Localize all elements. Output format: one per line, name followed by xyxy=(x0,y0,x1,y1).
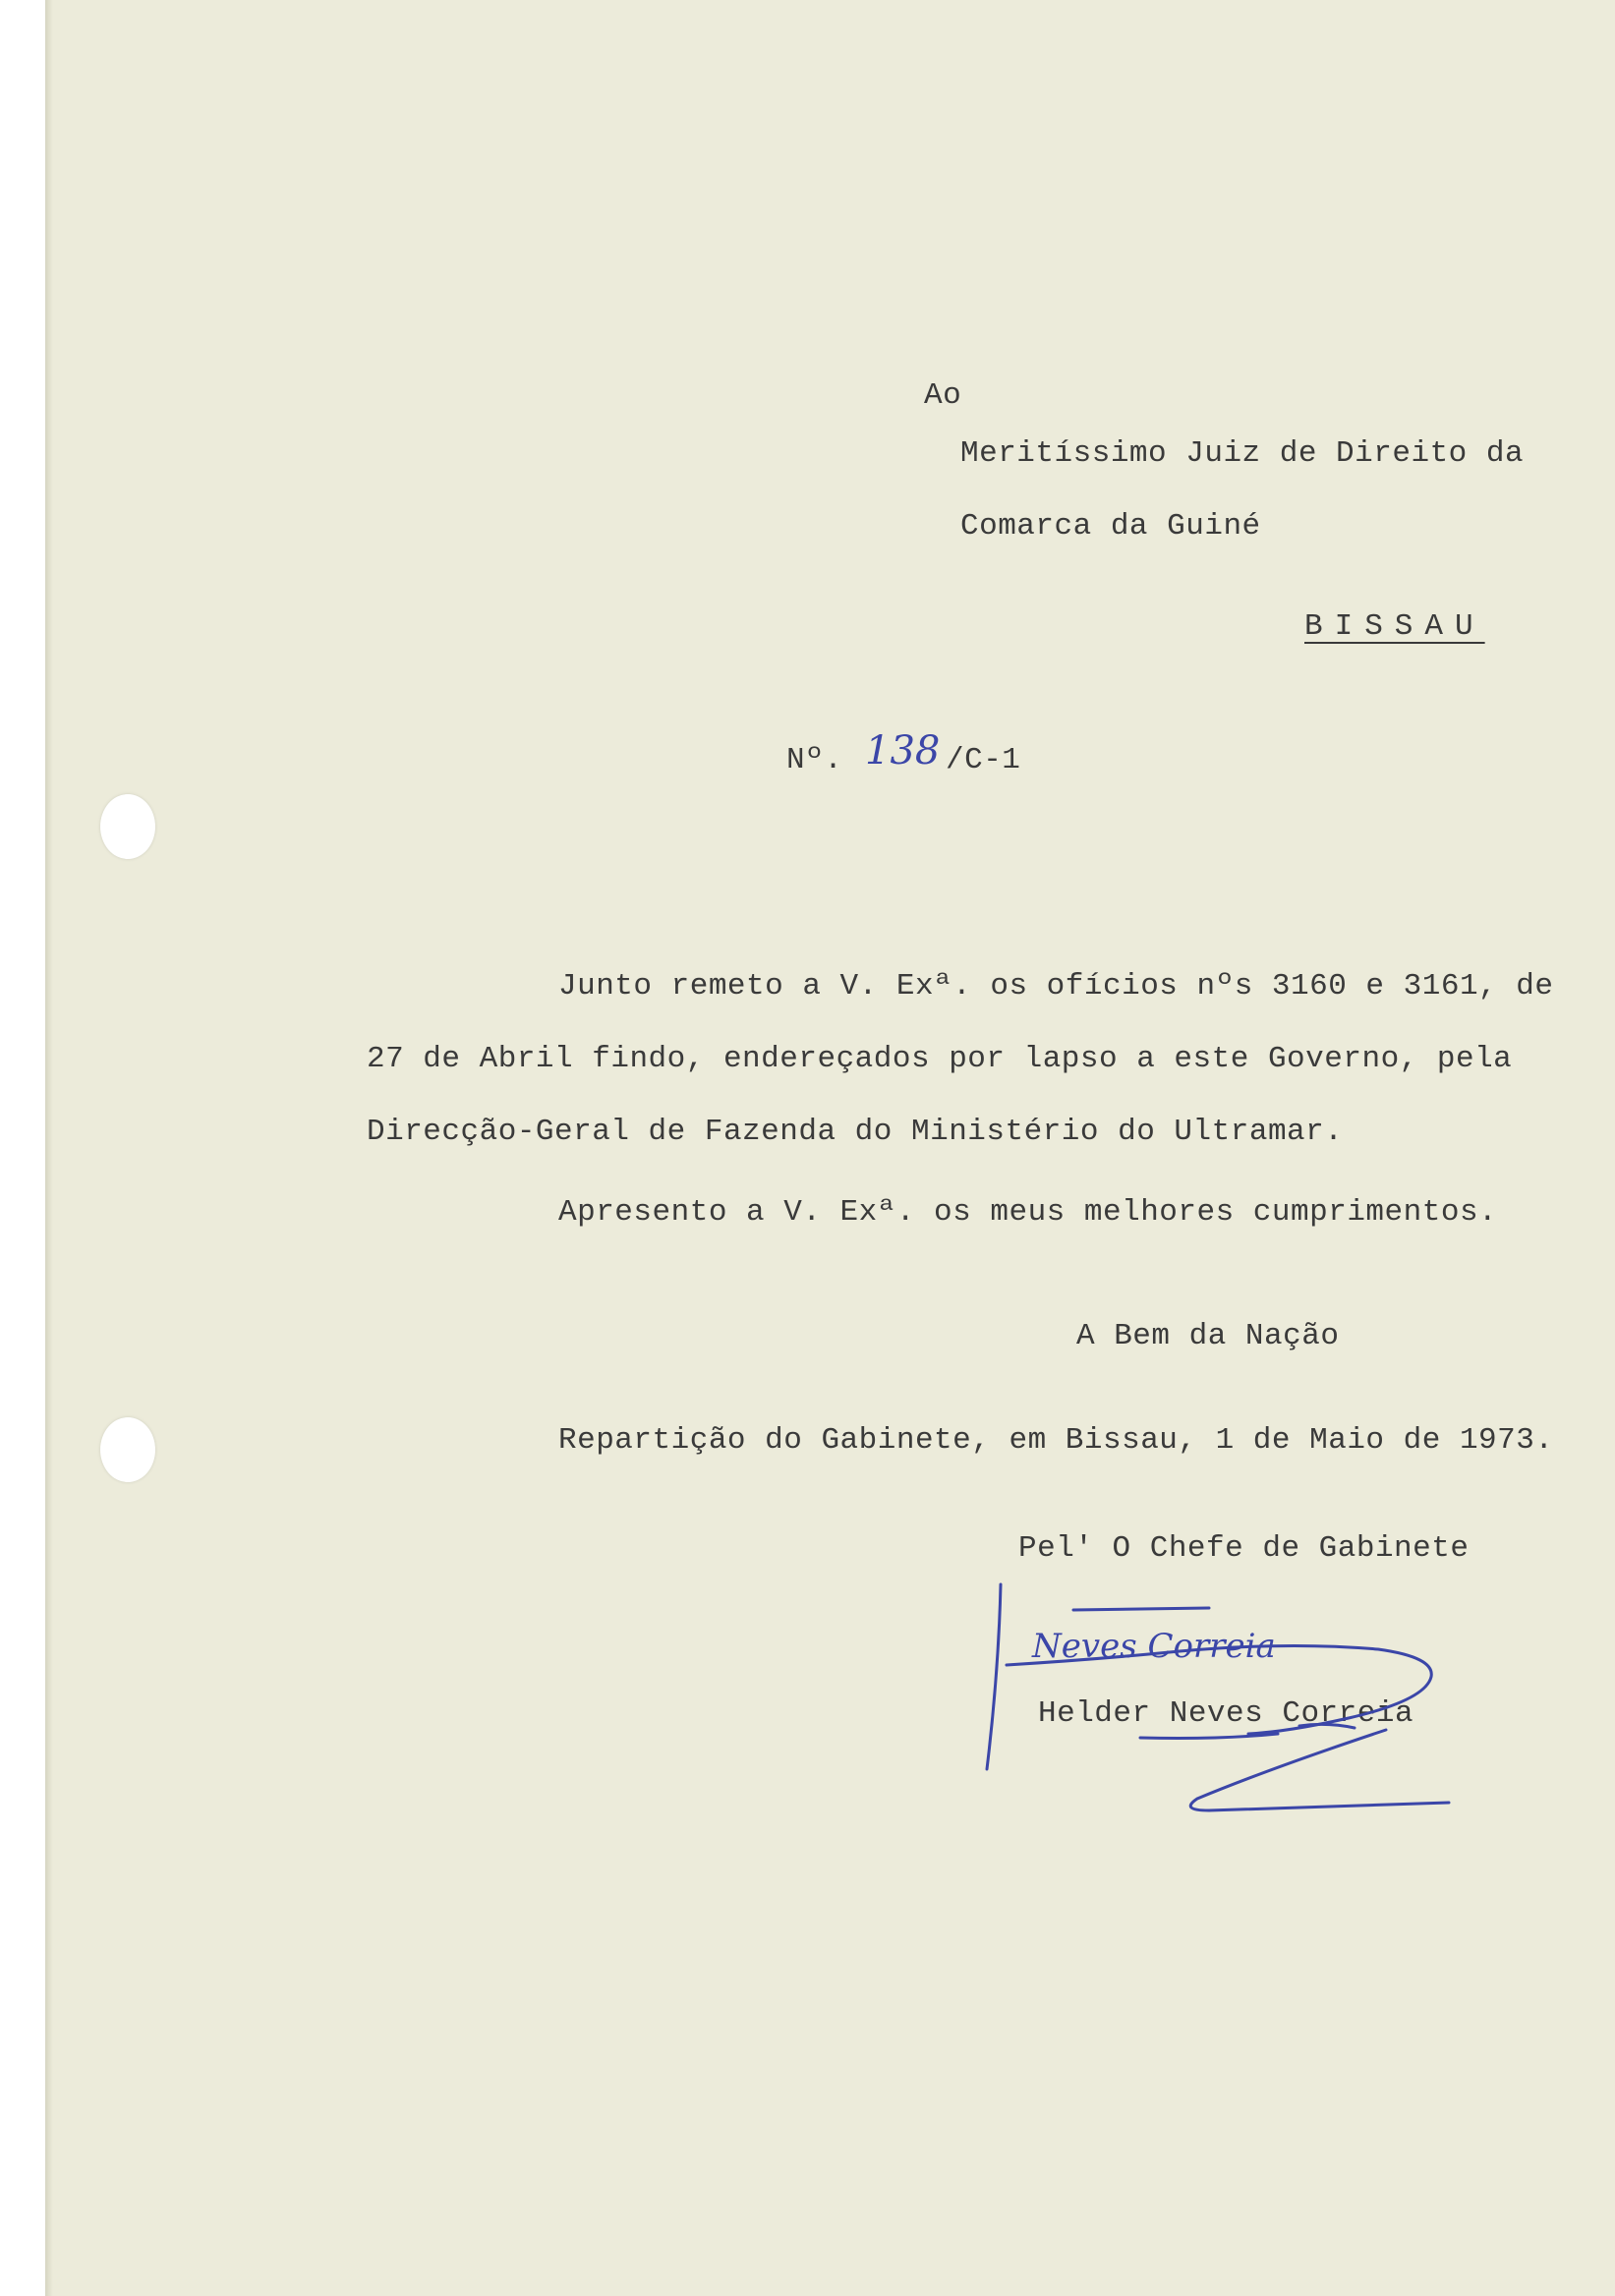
signature-script: Neves Correia xyxy=(1032,1627,1276,1666)
reference-prefix: Nº. xyxy=(786,743,843,777)
punch-hole-bottom xyxy=(100,1417,155,1482)
signatory-name: Helder Neves Correia xyxy=(1038,1696,1414,1731)
closing-motto: A Bem da Nação xyxy=(1076,1319,1340,1353)
body-line-3: Direcção-Geral de Fazenda do Ministério do Ultramar. xyxy=(367,1115,1344,1149)
recipient-line-1: Meritíssimo Juiz de Direito da xyxy=(960,436,1525,471)
signatory-role: Pel' O Chefe de Gabinete xyxy=(1018,1531,1470,1566)
body-line-1: Junto remeto a V. Exª. os ofícios nºs 3160 e 3161, de xyxy=(558,969,1554,1004)
address-to: Ao xyxy=(924,378,962,413)
recipient-line-2: Comarca da Guiné xyxy=(960,509,1261,544)
body-line-4: Apresento a V. Exª. os meus melhores cumprimentos. xyxy=(558,1195,1498,1230)
body-line-2: 27 de Abril findo, endereçados por lapso a este Governo, pela xyxy=(367,1042,1513,1076)
punch-hole-top xyxy=(100,794,155,859)
page-edge-shadow xyxy=(45,0,53,2296)
place-and-date: Repartição do Gabinete, em Bissau, 1 de Maio de 1973. xyxy=(558,1423,1554,1458)
reference-number: 138 xyxy=(865,728,941,774)
reference-suffix: /C-1 xyxy=(946,743,1021,777)
recipient-city: BISSAU xyxy=(1304,609,1485,644)
